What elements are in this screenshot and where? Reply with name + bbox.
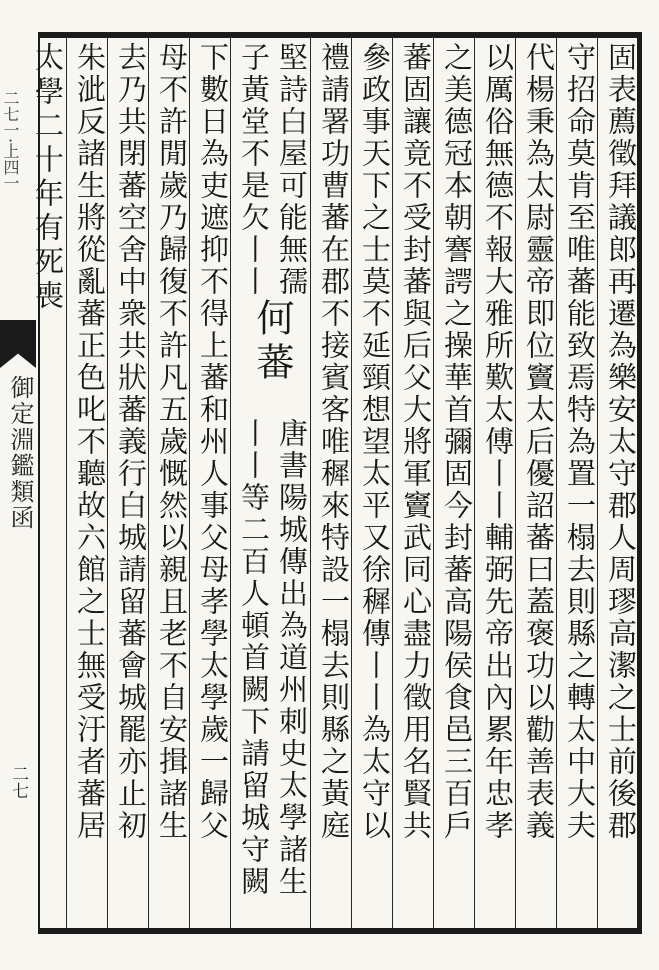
- text-column-3: 代楊秉為太尉靈帝即位竇太后優詔蕃曰蓋褒功以勸善表義: [522, 42, 556, 842]
- text-column-9-upper-right: 堅詩白屋可能無孺: [275, 42, 309, 298]
- entry-heading: 何蕃: [250, 298, 294, 386]
- text-column-12: 去乃共閉蕃空舍中衆共狀蕃義行白城請留蕃會城罷亦止初: [114, 42, 148, 842]
- text-column-9-lower-left: 丨丨等二百人頓首闕下請留城守闕: [237, 418, 271, 898]
- text-column-9-upper-left: 子黃堂不是欠丨丨: [237, 42, 271, 298]
- text-column-5: 之美德冠本朝謇諤之操華首彌固今封蕃高陽侯食邑三百戶: [440, 42, 474, 842]
- text-column-8: 禮請署功曹蕃在郡不接賓客唯穉來特設一榻去則縣之黃庭: [317, 42, 351, 842]
- text-column-13: 朱泚反諸生將從亂蕃正色叱不聽故六館之士無受汙者蕃居: [73, 42, 107, 842]
- text-column-11: 母不許閒歲乃歸復不許凡五歲慨然以親且老不自安揖諸生: [155, 42, 189, 842]
- text-column-9-lower-right: 唐書陽城傳出為道州刺史太學諸生: [275, 418, 309, 898]
- text-column-10: 下數日為吏遮抑不得上蕃和州人事父母孝學太學歲一歸父: [196, 42, 230, 842]
- text-column-1: 固表薦徵拜議郎再遷為樂安太守郡人周璆高潔之士前後郡: [604, 42, 638, 842]
- text-column-2: 守招命莫肯至唯蕃能致焉特為置一榻去則縣之轉太中大夫: [563, 42, 597, 842]
- fish-tail-mark: [0, 320, 36, 368]
- text-column-14: 太學二十年有死喪: [31, 42, 65, 314]
- text-column-4: 以厲俗無德不報大雅所歎太傅丨丨輔弼先帝出內累年忠孝: [481, 42, 515, 842]
- text-column-7: 參政事天下之士莫不延頸想望太平又徐穉傳丨丨為太守以: [358, 42, 392, 842]
- book-title: 御定淵鑑類函: [6, 375, 34, 531]
- page-number: 二七: [8, 765, 28, 799]
- margin-marks: 二七一·上四一: [1, 90, 20, 192]
- text-column-6: 蕃固讓竟不受封蕃與后父大將軍竇武同心盡力徵用名賢共: [399, 42, 433, 842]
